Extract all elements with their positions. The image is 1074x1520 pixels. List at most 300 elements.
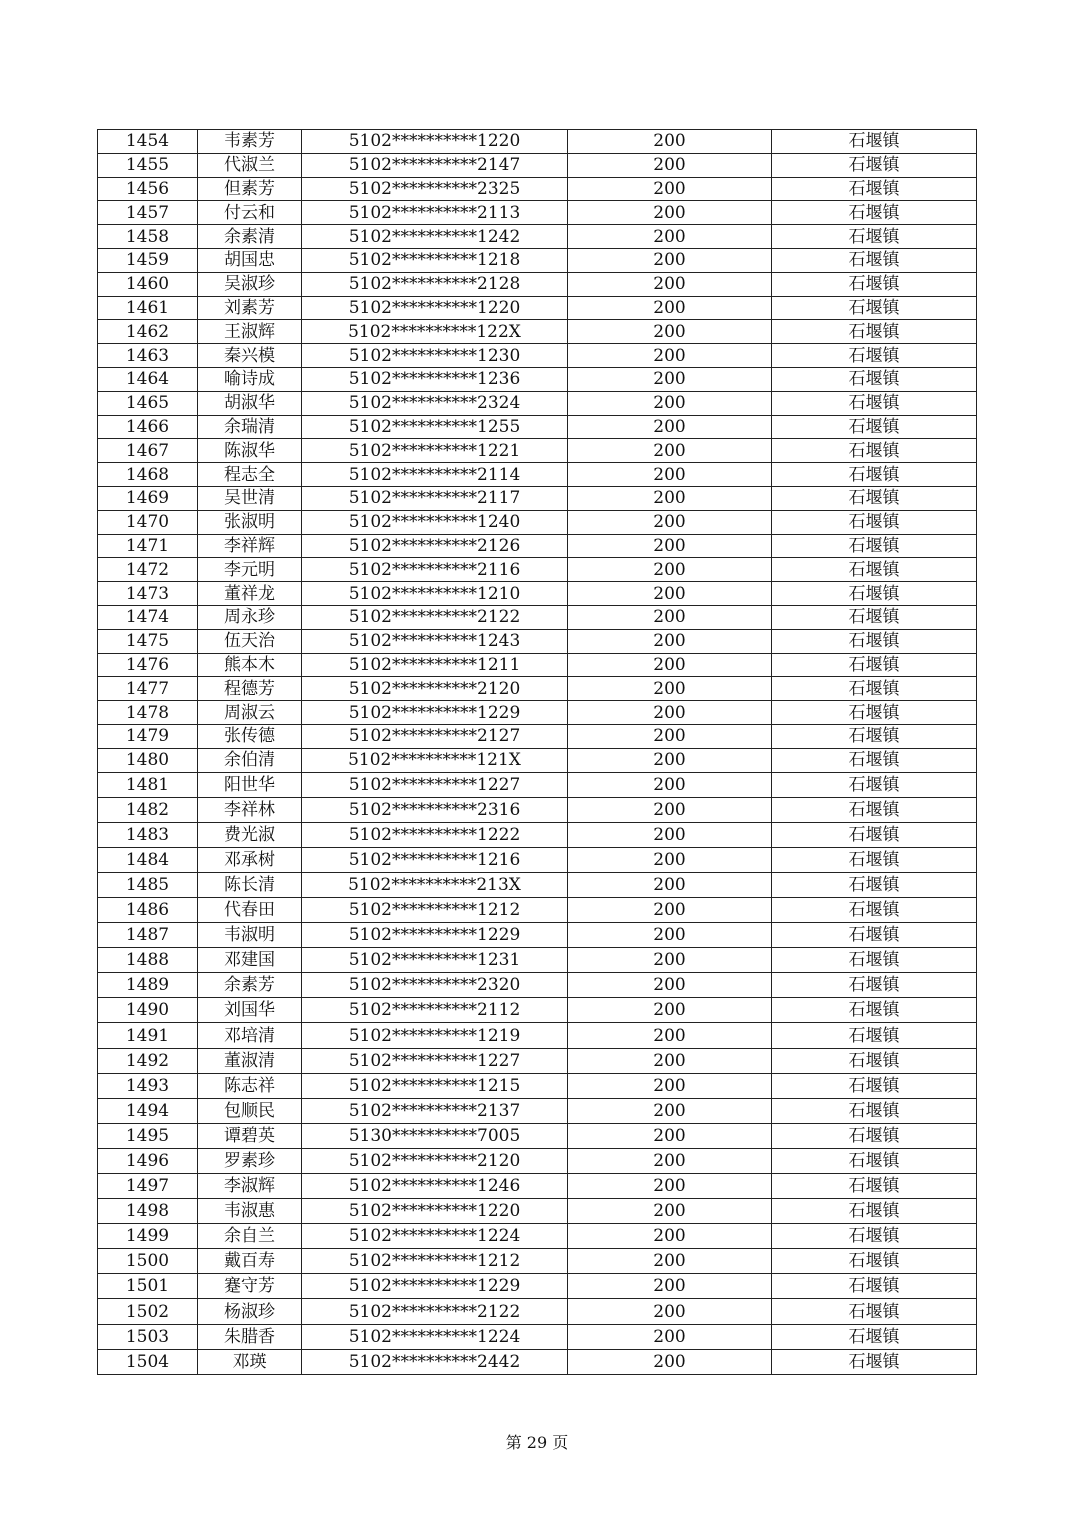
row-number-cell: 1502 — [98, 1299, 198, 1324]
id-number-cell: 5102**********1224 — [302, 1224, 568, 1249]
id-number-cell: 5102**********2126 — [302, 534, 568, 558]
town-cell: 石堰镇 — [772, 582, 977, 606]
amount-cell: 200 — [568, 177, 772, 201]
row-number-cell: 1486 — [98, 897, 198, 922]
town-cell: 石堰镇 — [772, 948, 977, 973]
table-row — [98, 582, 977, 606]
amount-cell: 200 — [568, 605, 772, 629]
row-number-cell: 1468 — [98, 463, 198, 487]
table-row — [98, 701, 977, 725]
amount-cell: 200 — [568, 948, 772, 973]
town-cell: 石堰镇 — [772, 1123, 977, 1148]
town-cell: 石堰镇 — [772, 998, 977, 1023]
amount-cell: 200 — [568, 225, 772, 249]
id-number-cell: 5130**********7005 — [302, 1123, 568, 1148]
table-row — [98, 1048, 977, 1073]
town-cell: 石堰镇 — [772, 272, 977, 296]
id-number-cell: 5102**********1219 — [302, 1023, 568, 1048]
table-row — [98, 177, 977, 201]
name-cell: 李祥林 — [198, 797, 302, 822]
row-number-cell: 1503 — [98, 1324, 198, 1349]
town-cell: 石堰镇 — [772, 225, 977, 249]
table-row — [98, 463, 977, 487]
amount-cell: 200 — [568, 1048, 772, 1073]
amount-cell: 200 — [568, 1023, 772, 1048]
amount-cell: 200 — [568, 1098, 772, 1123]
table-row — [98, 1324, 977, 1349]
town-cell: 石堰镇 — [772, 463, 977, 487]
town-cell: 石堰镇 — [772, 1048, 977, 1073]
town-cell: 石堰镇 — [772, 1299, 977, 1324]
table-row — [98, 653, 977, 677]
table-row — [98, 797, 977, 822]
id-number-cell: 5102**********2442 — [302, 1349, 568, 1374]
amount-cell: 200 — [568, 1148, 772, 1173]
table-row — [98, 272, 977, 296]
amount-cell: 200 — [568, 344, 772, 368]
row-number-cell: 1466 — [98, 415, 198, 439]
town-cell: 石堰镇 — [772, 897, 977, 922]
town-cell: 石堰镇 — [772, 1199, 977, 1224]
table-row — [98, 748, 977, 772]
amount-cell: 200 — [568, 1249, 772, 1274]
name-cell: 余素清 — [198, 225, 302, 249]
table-row — [98, 415, 977, 439]
town-cell: 石堰镇 — [772, 486, 977, 510]
amount-cell: 200 — [568, 998, 772, 1023]
amount-cell: 200 — [568, 748, 772, 772]
id-number-cell: 5102**********2117 — [302, 486, 568, 510]
row-number-cell: 1475 — [98, 629, 198, 653]
table-row — [98, 296, 977, 320]
id-number-cell: 5102**********2114 — [302, 463, 568, 487]
row-number-cell: 1480 — [98, 748, 198, 772]
town-cell: 石堰镇 — [772, 1073, 977, 1098]
row-number-cell: 1504 — [98, 1349, 198, 1374]
name-cell: 周淑云 — [198, 701, 302, 725]
row-number-cell: 1454 — [98, 130, 198, 154]
id-number-cell: 5102**********2128 — [302, 272, 568, 296]
id-number-cell: 5102**********2122 — [302, 605, 568, 629]
id-number-cell: 5102**********1229 — [302, 923, 568, 948]
table-row — [98, 998, 977, 1023]
name-cell: 罗素珍 — [198, 1148, 302, 1173]
table-row — [98, 677, 977, 701]
town-cell: 石堰镇 — [772, 1224, 977, 1249]
name-cell: 余素芳 — [198, 973, 302, 998]
table-row — [98, 923, 977, 948]
town-cell: 石堰镇 — [772, 629, 977, 653]
amount-cell: 200 — [568, 923, 772, 948]
row-number-cell: 1501 — [98, 1274, 198, 1299]
row-number-cell: 1458 — [98, 225, 198, 249]
town-cell: 石堰镇 — [772, 677, 977, 701]
id-number-cell: 5102**********1246 — [302, 1174, 568, 1199]
table-row — [98, 1299, 977, 1324]
row-number-cell: 1465 — [98, 391, 198, 415]
id-number-cell: 5102**********1227 — [302, 772, 568, 797]
row-number-cell: 1461 — [98, 296, 198, 320]
name-cell: 李祥辉 — [198, 534, 302, 558]
row-number-cell: 1499 — [98, 1224, 198, 1249]
table-row — [98, 1023, 977, 1048]
town-cell: 石堰镇 — [772, 872, 977, 897]
id-number-cell: 5102**********1227 — [302, 1048, 568, 1073]
amount-cell: 200 — [568, 415, 772, 439]
row-number-cell: 1462 — [98, 320, 198, 344]
amount-cell: 200 — [568, 973, 772, 998]
name-cell: 阳世华 — [198, 772, 302, 797]
name-cell: 程志全 — [198, 463, 302, 487]
town-cell: 石堰镇 — [772, 130, 977, 154]
town-cell: 石堰镇 — [772, 772, 977, 797]
name-cell: 韦淑明 — [198, 923, 302, 948]
name-cell: 周永珍 — [198, 605, 302, 629]
id-number-cell: 5102**********1220 — [302, 296, 568, 320]
amount-cell: 200 — [568, 486, 772, 510]
town-cell: 石堰镇 — [772, 653, 977, 677]
amount-cell: 200 — [568, 1199, 772, 1224]
subsidy-roster-table — [97, 129, 977, 1375]
name-cell: 吴世清 — [198, 486, 302, 510]
town-cell: 石堰镇 — [772, 344, 977, 368]
town-cell: 石堰镇 — [772, 391, 977, 415]
table-row — [98, 1073, 977, 1098]
table-row — [98, 605, 977, 629]
town-cell: 石堰镇 — [772, 1249, 977, 1274]
row-number-cell: 1455 — [98, 153, 198, 177]
name-cell: 余伯清 — [198, 748, 302, 772]
name-cell: 韦素芳 — [198, 130, 302, 154]
row-number-cell: 1485 — [98, 872, 198, 897]
amount-cell: 200 — [568, 772, 772, 797]
table-row — [98, 534, 977, 558]
name-cell: 张淑明 — [198, 510, 302, 534]
name-cell: 张传德 — [198, 724, 302, 748]
id-number-cell: 5102**********2127 — [302, 724, 568, 748]
roster-body — [98, 130, 977, 1375]
town-cell: 石堰镇 — [772, 1023, 977, 1048]
name-cell: 陈志祥 — [198, 1073, 302, 1098]
table-row — [98, 248, 977, 272]
row-number-cell: 1493 — [98, 1073, 198, 1098]
name-cell: 李元明 — [198, 558, 302, 582]
amount-cell: 200 — [568, 534, 772, 558]
amount-cell: 200 — [568, 558, 772, 582]
amount-cell: 200 — [568, 1174, 772, 1199]
town-cell: 石堰镇 — [772, 724, 977, 748]
amount-cell: 200 — [568, 320, 772, 344]
table-row — [98, 153, 977, 177]
town-cell: 石堰镇 — [772, 797, 977, 822]
name-cell: 秦兴模 — [198, 344, 302, 368]
name-cell: 韦淑惠 — [198, 1199, 302, 1224]
amount-cell: 200 — [568, 1274, 772, 1299]
town-cell: 石堰镇 — [772, 367, 977, 391]
name-cell: 胡国忠 — [198, 248, 302, 272]
id-number-cell: 5102**********2316 — [302, 797, 568, 822]
table-row — [98, 558, 977, 582]
town-cell: 石堰镇 — [772, 748, 977, 772]
town-cell: 石堰镇 — [772, 1148, 977, 1173]
amount-cell: 200 — [568, 847, 772, 872]
id-number-cell: 5102**********1220 — [302, 130, 568, 154]
id-number-cell: 5102**********1229 — [302, 701, 568, 725]
name-cell: 陈长清 — [198, 872, 302, 897]
name-cell: 李淑辉 — [198, 1174, 302, 1199]
id-number-cell: 5102**********2112 — [302, 998, 568, 1023]
town-cell: 石堰镇 — [772, 439, 977, 463]
town-cell: 石堰镇 — [772, 605, 977, 629]
name-cell: 代春田 — [198, 897, 302, 922]
amount-cell: 200 — [568, 1073, 772, 1098]
name-cell: 伍天治 — [198, 629, 302, 653]
table-row — [98, 1199, 977, 1224]
id-number-cell: 5102**********1220 — [302, 1199, 568, 1224]
table-row — [98, 973, 977, 998]
table-row — [98, 1349, 977, 1374]
id-number-cell: 5102**********2137 — [302, 1098, 568, 1123]
id-number-cell: 5102**********1230 — [302, 344, 568, 368]
row-number-cell: 1472 — [98, 558, 198, 582]
town-cell: 石堰镇 — [772, 177, 977, 201]
name-cell: 邓建国 — [198, 948, 302, 973]
name-cell: 余自兰 — [198, 1224, 302, 1249]
id-number-cell: 5102**********1211 — [302, 653, 568, 677]
table-row — [98, 367, 977, 391]
id-number-cell: 5102**********1210 — [302, 582, 568, 606]
table-row — [98, 772, 977, 797]
amount-cell: 200 — [568, 510, 772, 534]
amount-cell: 200 — [568, 130, 772, 154]
table-row — [98, 1249, 977, 1274]
table-row — [98, 822, 977, 847]
name-cell: 戴百寿 — [198, 1249, 302, 1274]
town-cell: 石堰镇 — [772, 1274, 977, 1299]
name-cell: 熊本木 — [198, 653, 302, 677]
town-cell: 石堰镇 — [772, 248, 977, 272]
amount-cell: 200 — [568, 272, 772, 296]
row-number-cell: 1479 — [98, 724, 198, 748]
amount-cell: 200 — [568, 653, 772, 677]
town-cell: 石堰镇 — [772, 415, 977, 439]
name-cell: 董祥龙 — [198, 582, 302, 606]
table-row — [98, 130, 977, 154]
row-number-cell: 1496 — [98, 1148, 198, 1173]
row-number-cell: 1490 — [98, 998, 198, 1023]
amount-cell: 200 — [568, 248, 772, 272]
row-number-cell: 1457 — [98, 201, 198, 225]
row-number-cell: 1481 — [98, 772, 198, 797]
town-cell: 石堰镇 — [772, 822, 977, 847]
town-cell: 石堰镇 — [772, 973, 977, 998]
id-number-cell: 5102**********2120 — [302, 677, 568, 701]
town-cell: 石堰镇 — [772, 847, 977, 872]
name-cell: 王淑辉 — [198, 320, 302, 344]
id-number-cell: 5102**********1221 — [302, 439, 568, 463]
name-cell: 刘素芳 — [198, 296, 302, 320]
table-row — [98, 1098, 977, 1123]
row-number-cell: 1487 — [98, 923, 198, 948]
table-row — [98, 1274, 977, 1299]
amount-cell: 200 — [568, 677, 772, 701]
town-cell: 石堰镇 — [772, 1349, 977, 1374]
id-number-cell: 5102**********1222 — [302, 822, 568, 847]
name-cell: 代淑兰 — [198, 153, 302, 177]
id-number-cell: 5102**********1212 — [302, 897, 568, 922]
table-row — [98, 1224, 977, 1249]
row-number-cell: 1488 — [98, 948, 198, 973]
town-cell: 石堰镇 — [772, 534, 977, 558]
id-number-cell: 5102**********1242 — [302, 225, 568, 249]
name-cell: 邓承树 — [198, 847, 302, 872]
town-cell: 石堰镇 — [772, 201, 977, 225]
table-row — [98, 897, 977, 922]
row-number-cell: 1482 — [98, 797, 198, 822]
id-number-cell: 5102**********122X — [302, 320, 568, 344]
name-cell: 费光淑 — [198, 822, 302, 847]
name-cell: 谭碧英 — [198, 1123, 302, 1148]
name-cell: 蹇守芳 — [198, 1274, 302, 1299]
row-number-cell: 1484 — [98, 847, 198, 872]
name-cell: 邓培清 — [198, 1023, 302, 1048]
row-number-cell: 1495 — [98, 1123, 198, 1148]
table-row — [98, 629, 977, 653]
row-number-cell: 1492 — [98, 1048, 198, 1073]
id-number-cell: 5102**********1240 — [302, 510, 568, 534]
town-cell: 石堰镇 — [772, 296, 977, 320]
table-row — [98, 510, 977, 534]
name-cell: 但素芳 — [198, 177, 302, 201]
name-cell: 吴淑珍 — [198, 272, 302, 296]
row-number-cell: 1478 — [98, 701, 198, 725]
name-cell: 程德芳 — [198, 677, 302, 701]
id-number-cell: 5102**********2324 — [302, 391, 568, 415]
town-cell: 石堰镇 — [772, 1174, 977, 1199]
amount-cell: 200 — [568, 1324, 772, 1349]
amount-cell: 200 — [568, 822, 772, 847]
amount-cell: 200 — [568, 629, 772, 653]
name-cell: 余瑞清 — [198, 415, 302, 439]
row-number-cell: 1489 — [98, 973, 198, 998]
table-row — [98, 847, 977, 872]
amount-cell: 200 — [568, 1224, 772, 1249]
name-cell: 喻诗成 — [198, 367, 302, 391]
id-number-cell: 5102**********1218 — [302, 248, 568, 272]
id-number-cell: 5102**********1216 — [302, 847, 568, 872]
table-row — [98, 486, 977, 510]
id-number-cell: 5102**********121X — [302, 748, 568, 772]
row-number-cell: 1491 — [98, 1023, 198, 1048]
table-row — [98, 225, 977, 249]
amount-cell: 200 — [568, 391, 772, 415]
row-number-cell: 1476 — [98, 653, 198, 677]
name-cell: 包顺民 — [198, 1098, 302, 1123]
table-row — [98, 391, 977, 415]
row-number-cell: 1471 — [98, 534, 198, 558]
amount-cell: 200 — [568, 201, 772, 225]
id-number-cell: 5102**********2122 — [302, 1299, 568, 1324]
row-number-cell: 1494 — [98, 1098, 198, 1123]
row-number-cell: 1483 — [98, 822, 198, 847]
name-cell: 付云和 — [198, 201, 302, 225]
name-cell: 胡淑华 — [198, 391, 302, 415]
row-number-cell: 1460 — [98, 272, 198, 296]
table-row — [98, 1174, 977, 1199]
table-row — [98, 201, 977, 225]
name-cell: 董淑清 — [198, 1048, 302, 1073]
row-number-cell: 1467 — [98, 439, 198, 463]
name-cell: 陈淑华 — [198, 439, 302, 463]
row-number-cell: 1498 — [98, 1199, 198, 1224]
town-cell: 石堰镇 — [772, 153, 977, 177]
name-cell: 朱腊香 — [198, 1324, 302, 1349]
id-number-cell: 5102**********2320 — [302, 973, 568, 998]
row-number-cell: 1477 — [98, 677, 198, 701]
table-row — [98, 1148, 977, 1173]
amount-cell: 200 — [568, 701, 772, 725]
page-number: 第 29 页 — [505, 1433, 569, 1452]
town-cell: 石堰镇 — [772, 923, 977, 948]
id-number-cell: 5102**********1236 — [302, 367, 568, 391]
id-number-cell: 5102**********1255 — [302, 415, 568, 439]
amount-cell: 200 — [568, 582, 772, 606]
table-row — [98, 724, 977, 748]
town-cell: 石堰镇 — [772, 1098, 977, 1123]
row-number-cell: 1459 — [98, 248, 198, 272]
town-cell: 石堰镇 — [772, 701, 977, 725]
row-number-cell: 1473 — [98, 582, 198, 606]
amount-cell: 200 — [568, 872, 772, 897]
id-number-cell: 5102**********1215 — [302, 1073, 568, 1098]
id-number-cell: 5102**********2116 — [302, 558, 568, 582]
table-row — [98, 439, 977, 463]
amount-cell: 200 — [568, 463, 772, 487]
row-number-cell: 1474 — [98, 605, 198, 629]
amount-cell: 200 — [568, 1349, 772, 1374]
amount-cell: 200 — [568, 1299, 772, 1324]
table-row — [98, 320, 977, 344]
amount-cell: 200 — [568, 897, 772, 922]
amount-cell: 200 — [568, 797, 772, 822]
id-number-cell: 5102**********1243 — [302, 629, 568, 653]
id-number-cell: 5102**********1229 — [302, 1274, 568, 1299]
id-number-cell: 5102**********2113 — [302, 201, 568, 225]
town-cell: 石堰镇 — [772, 510, 977, 534]
town-cell: 石堰镇 — [772, 320, 977, 344]
row-number-cell: 1500 — [98, 1249, 198, 1274]
town-cell: 石堰镇 — [772, 558, 977, 582]
id-number-cell: 5102**********2120 — [302, 1148, 568, 1173]
amount-cell: 200 — [568, 153, 772, 177]
amount-cell: 200 — [568, 367, 772, 391]
row-number-cell: 1463 — [98, 344, 198, 368]
id-number-cell: 5102**********1224 — [302, 1324, 568, 1349]
name-cell: 杨淑珍 — [198, 1299, 302, 1324]
table-row — [98, 1123, 977, 1148]
row-number-cell: 1456 — [98, 177, 198, 201]
town-cell: 石堰镇 — [772, 1324, 977, 1349]
row-number-cell: 1464 — [98, 367, 198, 391]
id-number-cell: 5102**********213X — [302, 872, 568, 897]
amount-cell: 200 — [568, 296, 772, 320]
row-number-cell: 1469 — [98, 486, 198, 510]
id-number-cell: 5102**********2325 — [302, 177, 568, 201]
amount-cell: 200 — [568, 724, 772, 748]
table-row — [98, 948, 977, 973]
table-row — [98, 872, 977, 897]
row-number-cell: 1470 — [98, 510, 198, 534]
